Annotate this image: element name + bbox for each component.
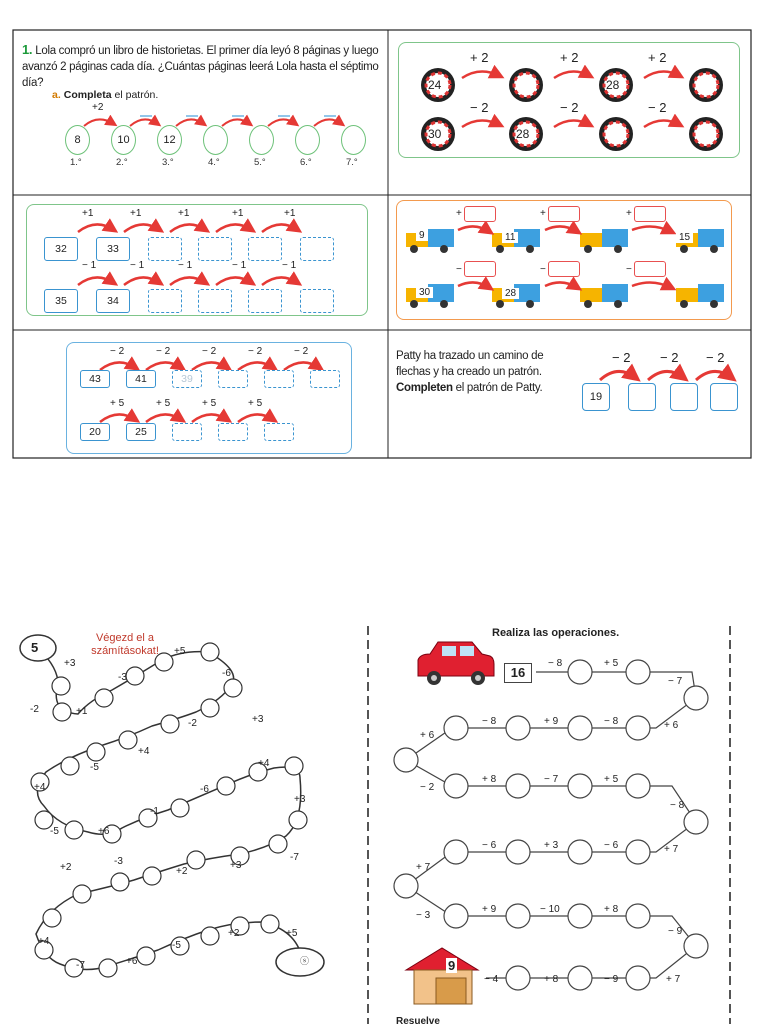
- snake-op: +4: [34, 782, 46, 793]
- patty-rest: el patrón de Patty.: [455, 382, 543, 394]
- pattern-oval[interactable]: [249, 125, 274, 155]
- number-box[interactable]: [300, 289, 334, 313]
- snake-op: +3: [230, 860, 242, 871]
- realiza-op: − 7: [544, 774, 559, 785]
- realiza-op: − 4: [484, 974, 499, 985]
- op-label: − 2: [202, 346, 217, 357]
- patty-op: − 2: [660, 350, 679, 365]
- realiza-op: + 8: [604, 904, 619, 915]
- snake-op: +5: [286, 928, 298, 939]
- realiza-op: + 7: [416, 862, 431, 873]
- realiza-op: + 8: [482, 774, 497, 785]
- ladybug-value: 24: [428, 78, 442, 92]
- op-label: +1: [130, 208, 142, 219]
- snake-op: +6: [126, 956, 138, 967]
- snake-op: +4: [38, 936, 50, 947]
- op-label: + 5: [248, 398, 263, 409]
- snake-op: -2: [30, 704, 39, 715]
- operator-box[interactable]: [634, 261, 666, 277]
- pattern-oval[interactable]: 12: [157, 125, 182, 155]
- snake-op: +6: [98, 826, 110, 837]
- number-box[interactable]: [264, 370, 294, 388]
- number-box[interactable]: [172, 423, 202, 441]
- question-1-text: [22, 42, 382, 91]
- snake-op: -5: [50, 826, 59, 837]
- snake-op: +2: [228, 928, 240, 939]
- number-box: 32: [44, 237, 78, 261]
- realiza-op: − 8: [670, 800, 685, 811]
- realiza-op: − 8: [604, 716, 619, 727]
- op-label: − 1: [232, 260, 247, 271]
- realiza-op: − 9: [668, 926, 683, 937]
- operator-box[interactable]: [548, 261, 580, 277]
- number-box[interactable]: [310, 370, 340, 388]
- ladybug-op: − 2: [648, 100, 667, 115]
- patty-box[interactable]: [670, 383, 698, 411]
- sub-letter: a.: [52, 89, 61, 101]
- op-label: +1: [178, 208, 190, 219]
- realiza-op: − 10: [540, 904, 560, 915]
- snake-op: +4: [258, 758, 270, 769]
- number-box[interactable]: [218, 370, 248, 388]
- number-box: 35: [44, 289, 78, 313]
- realiza-op: − 8: [482, 716, 497, 727]
- finish-icon: ⓢ: [300, 956, 310, 966]
- number-box[interactable]: 39: [172, 370, 202, 388]
- ordinal: 7.°: [346, 157, 358, 168]
- pattern-oval: 10: [111, 125, 136, 155]
- realiza-op: + 6: [420, 730, 435, 741]
- op-label: − 2: [110, 346, 125, 357]
- patty-op: − 2: [612, 350, 631, 365]
- ordinal: 6.°: [300, 157, 312, 168]
- number-box: 20: [80, 423, 110, 441]
- realiza-title: Realiza las operaciones.: [492, 627, 620, 639]
- truck-value: 30: [416, 287, 433, 298]
- snake-op: -2: [188, 718, 197, 729]
- snake-op: -1: [150, 806, 159, 817]
- snake-op: +3: [294, 794, 306, 805]
- snake-op: -3: [114, 856, 123, 867]
- realiza-op: + 7: [666, 974, 681, 985]
- house-icon: [406, 948, 478, 1004]
- patty-text: [396, 348, 566, 396]
- snake-op: -5: [90, 762, 99, 773]
- number-box: 33: [96, 237, 130, 261]
- realiza-op: + 7: [664, 844, 679, 855]
- step-label: +2: [92, 102, 104, 113]
- ladybug-op: + 2: [648, 50, 667, 65]
- truck-value: 9: [416, 230, 428, 241]
- snake-op: +3: [252, 714, 264, 725]
- pattern-oval[interactable]: [295, 125, 320, 155]
- op-label: − 2: [156, 346, 171, 357]
- sign: −: [456, 264, 462, 275]
- pattern-oval[interactable]: [203, 125, 228, 155]
- snake-start-value: 5: [31, 640, 39, 655]
- car-icon: [418, 642, 494, 685]
- number-box[interactable]: [198, 289, 232, 313]
- op-label: + 5: [156, 398, 171, 409]
- realiza-op: − 2: [420, 782, 435, 793]
- number-box[interactable]: [300, 237, 334, 261]
- number-box: 41: [126, 370, 156, 388]
- patty-op: − 2: [706, 350, 725, 365]
- ordinal: 1.°: [70, 157, 82, 168]
- operator-box[interactable]: [464, 206, 496, 222]
- sign: +: [456, 208, 462, 219]
- ladybug-op: − 2: [560, 100, 579, 115]
- truck-value: 11: [502, 232, 518, 243]
- patty-box[interactable]: [710, 383, 738, 411]
- ladybug-op: + 2: [470, 50, 489, 65]
- op-label: − 1: [282, 260, 297, 271]
- ladybug-value: 28: [606, 78, 620, 92]
- truck-value: 28: [502, 288, 519, 299]
- op-label: + 5: [202, 398, 217, 409]
- sign: +: [540, 208, 546, 219]
- patty-bold: Completen: [396, 382, 453, 394]
- truck-value: 15: [676, 232, 693, 243]
- sub-bold: Completa: [63, 89, 112, 101]
- snake-op: -3: [118, 672, 127, 683]
- sign: −: [626, 264, 632, 275]
- number-box[interactable]: [148, 237, 182, 261]
- op-label: − 1: [130, 260, 145, 271]
- zigzag-circles: [394, 660, 708, 990]
- op-label: + 5: [110, 398, 125, 409]
- number-box: 43: [80, 370, 110, 388]
- number-box[interactable]: [248, 237, 282, 261]
- sign: −: [540, 264, 546, 275]
- patty-box: 19: [582, 383, 610, 411]
- realiza-op: + 6: [664, 720, 679, 731]
- operator-box[interactable]: [634, 206, 666, 222]
- ordinal: 2.°: [116, 157, 128, 168]
- number-box[interactable]: [264, 423, 294, 441]
- pattern-oval: 8: [65, 125, 90, 155]
- number-box[interactable]: [218, 423, 248, 441]
- realiza-op: − 9: [604, 974, 619, 985]
- op-label: +1: [82, 208, 94, 219]
- op-label: − 2: [248, 346, 263, 357]
- snake-op: +5: [174, 646, 186, 657]
- ordinal: 5.°: [254, 157, 266, 168]
- snake-op: -6: [222, 668, 231, 679]
- resuelve-label: Resuelve: [396, 1016, 440, 1027]
- ladybug-op: + 2: [560, 50, 579, 65]
- snake-op: -6: [200, 784, 209, 795]
- ordinal: 4.°: [208, 157, 220, 168]
- question-number: 1.: [22, 42, 33, 57]
- snake-title: Végezd el a számításokat!: [91, 632, 159, 657]
- ladybug-op: − 2: [470, 100, 489, 115]
- patty-sentence: Patty ha trazado un camino de flechas y ha creado un patrón.: [396, 350, 544, 378]
- realiza-op: + 3: [544, 840, 559, 851]
- patty-box[interactable]: [628, 383, 656, 411]
- realiza-op: + 5: [604, 774, 619, 785]
- patty-arrows: [600, 371, 732, 380]
- snake-op: -7: [76, 960, 85, 971]
- question-1a: [52, 89, 158, 101]
- snake-op: +2: [176, 866, 188, 877]
- op-label: − 1: [82, 260, 97, 271]
- sign: +: [626, 208, 632, 219]
- realiza-end: 9: [448, 958, 456, 973]
- realiza-op: − 6: [604, 840, 619, 851]
- number-box[interactable]: [198, 237, 232, 261]
- snake-op: +2: [60, 862, 72, 873]
- number-box[interactable]: [248, 289, 282, 313]
- number-box: 34: [96, 289, 130, 313]
- op-label: +1: [284, 208, 296, 219]
- sub-rest: el patrón.: [114, 89, 159, 101]
- number-box: 25: [126, 423, 156, 441]
- op-label: − 2: [294, 346, 309, 357]
- snake-op: -7: [290, 852, 299, 863]
- realiza-op: − 8: [548, 658, 563, 669]
- ordinal: 3.°: [162, 157, 174, 168]
- operator-box[interactable]: [548, 206, 580, 222]
- realiza-op: + 9: [544, 716, 559, 727]
- op-label: − 1: [178, 260, 193, 271]
- op-label: +1: [232, 208, 244, 219]
- realiza-op: + 9: [482, 904, 497, 915]
- realiza-op: + 5: [604, 658, 619, 669]
- snake-op: +3: [64, 658, 76, 669]
- realiza-op: − 3: [416, 910, 431, 921]
- pattern-oval[interactable]: [341, 125, 366, 155]
- ladybug-value: 30: [428, 127, 442, 141]
- snake-op: +1: [76, 706, 88, 717]
- realiza-op: − 7: [668, 676, 683, 687]
- operator-box[interactable]: [464, 261, 496, 277]
- realiza-start: 16: [504, 663, 532, 683]
- realiza-op: + 8: [544, 974, 559, 985]
- snake-op: -5: [172, 940, 181, 951]
- realiza-op: − 6: [482, 840, 497, 851]
- number-box[interactable]: [148, 289, 182, 313]
- ladybug-value: 28: [516, 127, 530, 141]
- question-text: Lola compró un libro de historietas. El primer día leyó 8 páginas y luego avanzó 2 páginas cada día. ¿Cuántas páginas leerá Lola hasta el séptimo día?: [22, 45, 379, 89]
- snake-op: +4: [138, 746, 150, 757]
